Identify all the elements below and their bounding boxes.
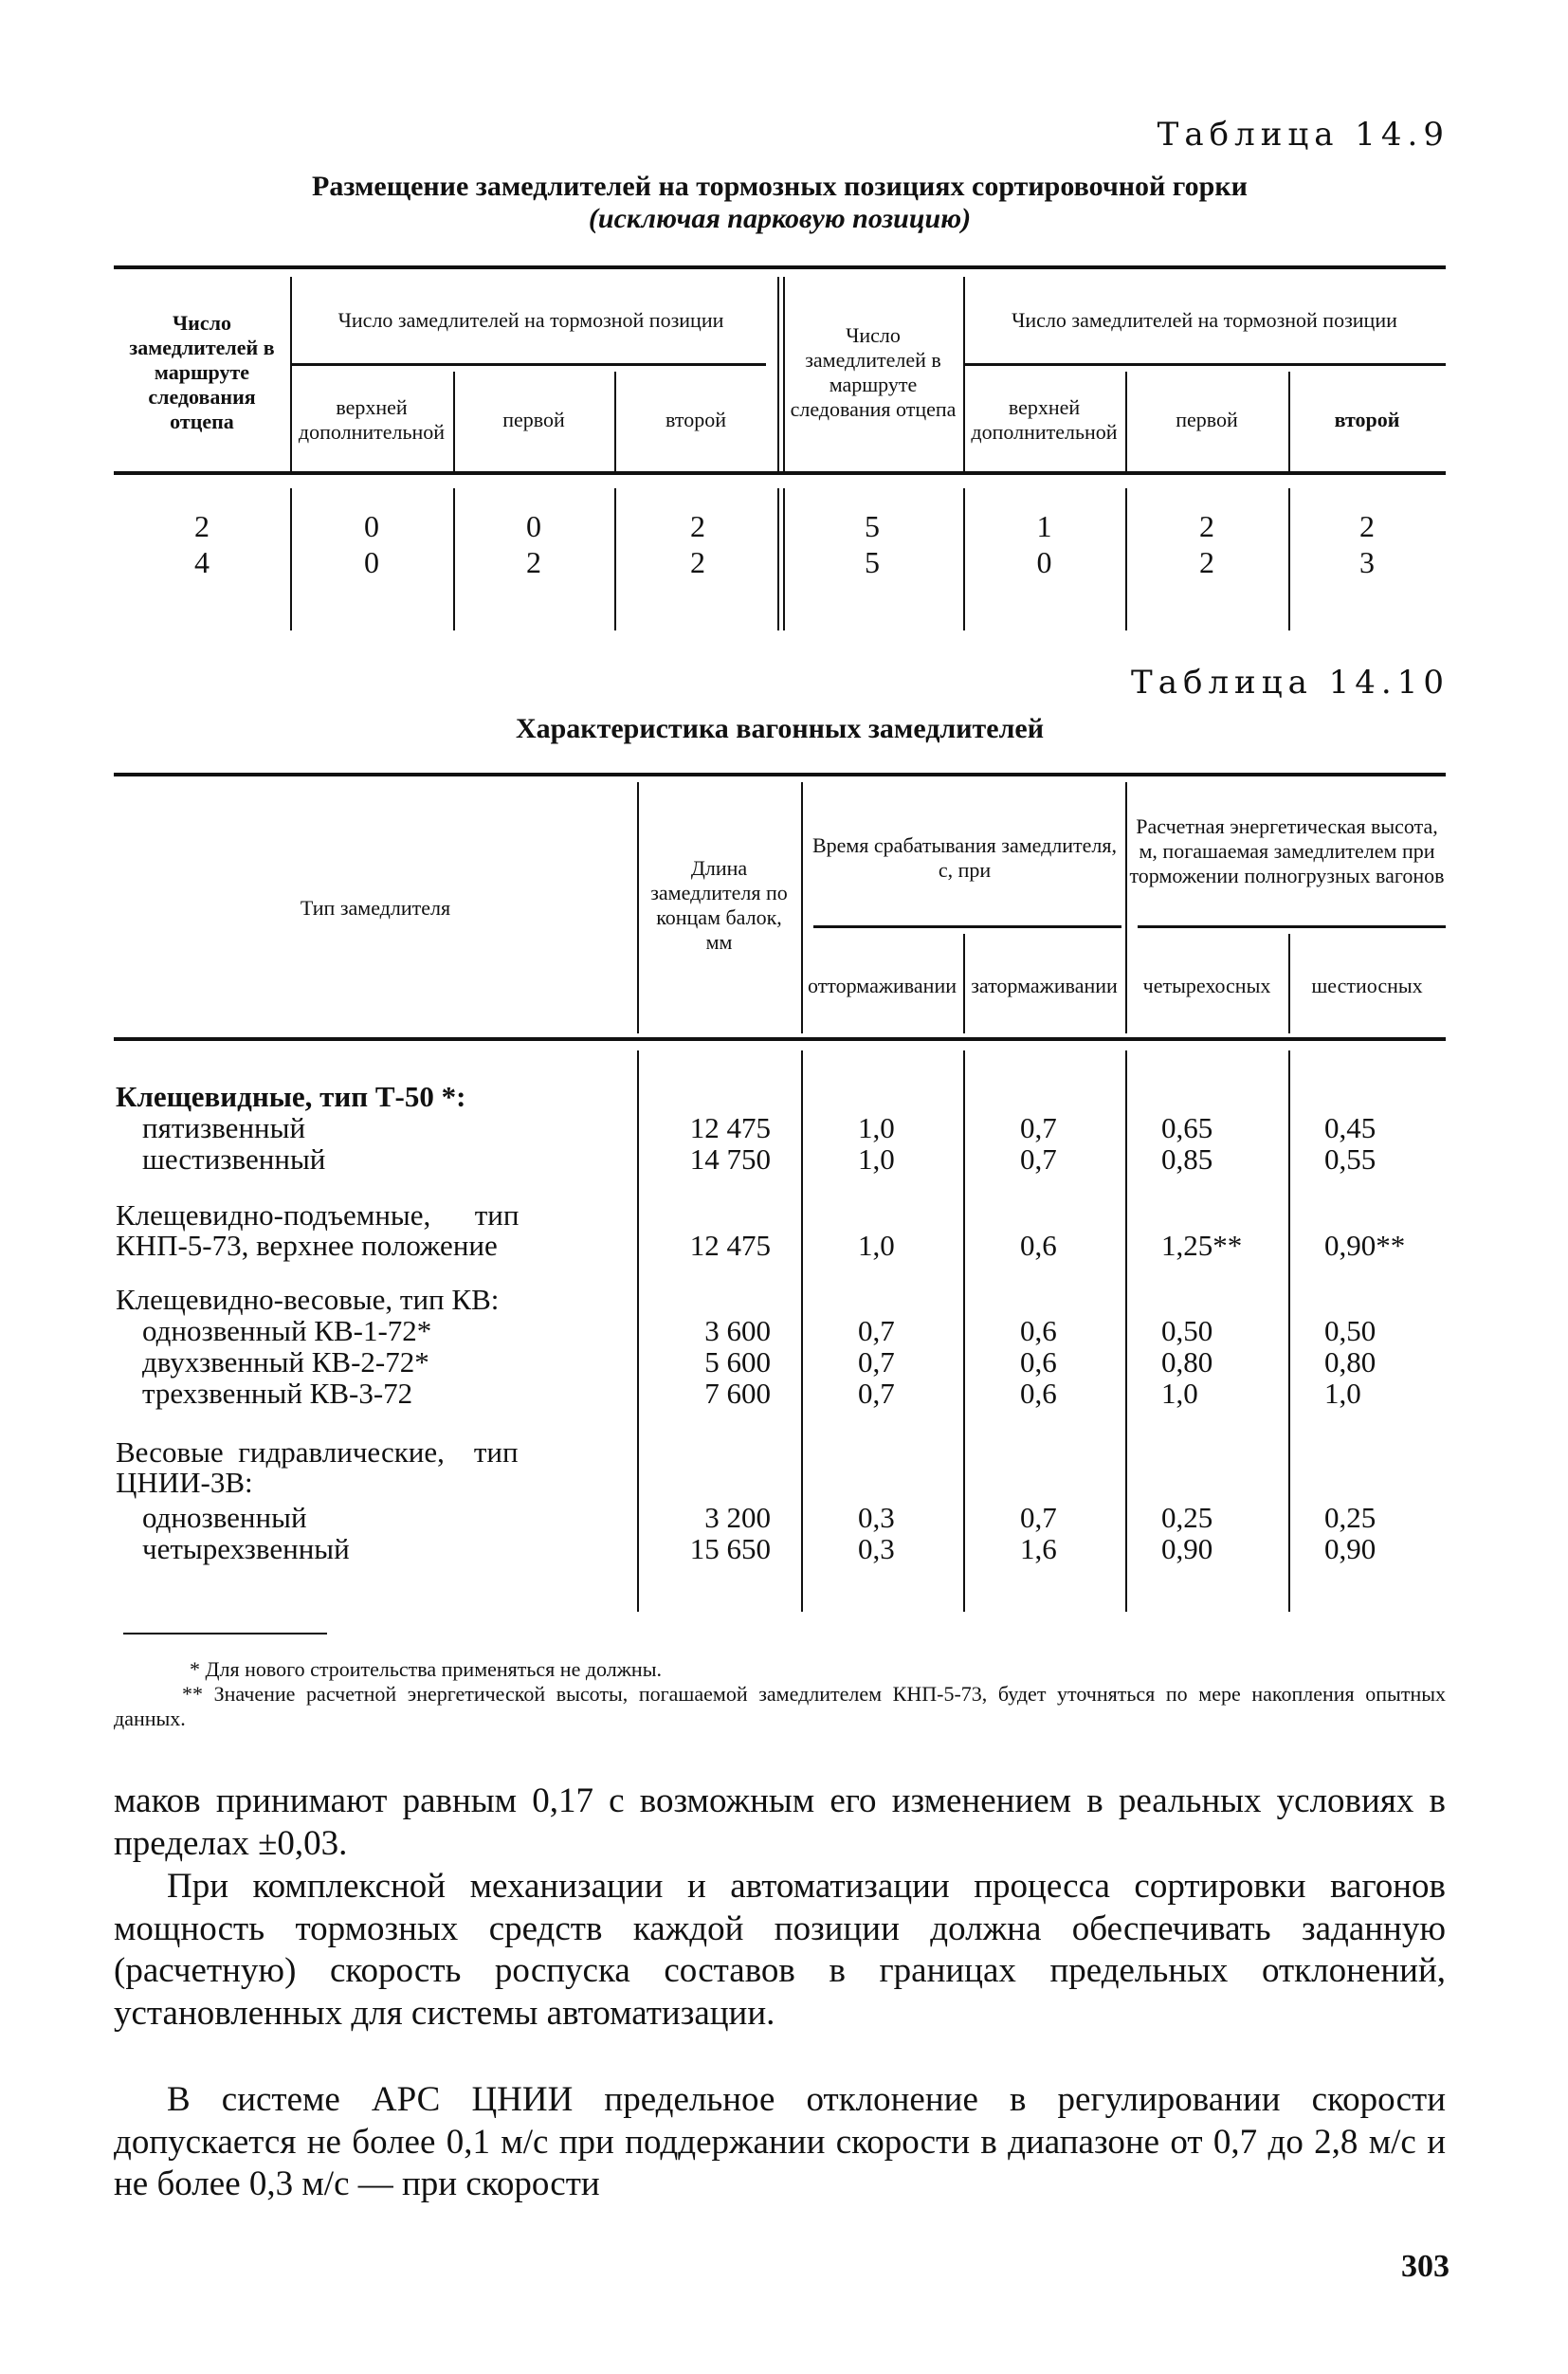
page-number: 303 [1401, 2249, 1449, 2284]
table-cell: 0 [1036, 545, 1052, 579]
table-cell: 0,90** [1324, 1229, 1406, 1262]
table-cell: 1,0 [858, 1229, 895, 1262]
table-cell: 7 600 [704, 1377, 771, 1410]
table-cell: 0,25 [1324, 1501, 1377, 1534]
table-cell: 0,7 [858, 1345, 895, 1379]
table-cell: 1 [1036, 509, 1052, 543]
header-release: оттормаживании [807, 974, 957, 997]
table-cell: 0,7 [1020, 1501, 1057, 1534]
type-name: пятизвенный [142, 1111, 306, 1144]
header-rule [114, 471, 1446, 475]
table-cell: 0,7 [858, 1314, 895, 1347]
table-cell: 3 200 [704, 1501, 771, 1534]
table-cell: 0 [526, 509, 541, 543]
table-row [0, 1199, 1568, 1231]
table-top-rule [114, 773, 1446, 776]
type-name: Клещевидно-весовые, тип КВ: [116, 1283, 500, 1316]
type-name: КНП-5-73, верхнее положение [116, 1229, 498, 1262]
table-cell: 2 [526, 545, 541, 579]
table-cell: 5 [865, 509, 880, 543]
table-cell: 0,45 [1324, 1111, 1377, 1144]
table-cell: 0 [364, 509, 379, 543]
type-name: шестизвенный [142, 1142, 326, 1176]
table-row [0, 1436, 1568, 1468]
table-cell: 2 [194, 509, 210, 543]
table-cell: 0,85 [1161, 1142, 1213, 1176]
header-group: Число замедлителей на тормозной позиции [337, 307, 724, 332]
table-row [0, 1284, 1568, 1315]
type-name: двухзвенный КВ-2-72* [142, 1345, 429, 1379]
table-row [0, 1378, 1568, 1409]
table-cell: 1,0 [858, 1142, 895, 1176]
table-subtitle: (исключая парковую позицию) [588, 203, 972, 234]
paragraph: При комплексной механизации и автоматизации процесса сортировки вагонов мощность тормозных средств каждой позиции должна обеспечивать заданную (расчетную) скорость роспуска составов в границах предельных отклонений, установленных для системы автоматизации. [114, 1867, 1446, 2033]
table-cell: 1,0 [1161, 1377, 1198, 1410]
header-six-axle: шестиосных [1311, 974, 1423, 997]
footnote-divider [123, 1633, 327, 1634]
table-cell: 0,90 [1161, 1532, 1213, 1565]
table-cell: 3 600 [704, 1314, 771, 1347]
type-name: однозвенный КВ-1-72* [142, 1314, 432, 1347]
table-cell: 0,25 [1161, 1501, 1213, 1534]
footnote-2: ** Значение расчетной энергетической высоты, погашаемой замедлителем КНП-5-73, будет уточняться по мере накопления опытных данных. [114, 1682, 1446, 1730]
table-label: Таблица 14.9 [1157, 116, 1449, 154]
table-row [0, 1315, 1568, 1346]
header-first: первой [502, 407, 565, 431]
header-upper: верхней дополнительной [298, 394, 446, 444]
table-row [0, 1502, 1568, 1533]
table-cell: 0,6 [1020, 1314, 1057, 1347]
type-name: трехзвенный КВ-3-72 [142, 1377, 413, 1410]
table-row [0, 1533, 1568, 1564]
table-cell: 5 600 [704, 1345, 771, 1379]
table-cell: 0,6 [1020, 1229, 1057, 1262]
paragraph: В системе АРС ЦНИИ предельное отклонение в регулировании скорости допускается не более 0,1 м/с при поддержании скорости в диапазоне от 0,7 до 2,8 м/с и не более 0,3 м/с — при скорости [114, 2080, 1446, 2203]
table-cell: 2 [690, 509, 705, 543]
table-cell: 1,6 [1020, 1532, 1057, 1565]
table-cell: 12 475 [689, 1111, 771, 1144]
table-cell: 1,0 [858, 1111, 895, 1144]
table-row [0, 1467, 1568, 1498]
table-cell: 12 475 [689, 1229, 771, 1262]
table-cell: 2 [690, 545, 705, 579]
header-group: Число замедлителей на тормозной позиции [1012, 307, 1397, 332]
header-count: Число замедлителей в маршруте следования отцепа [790, 322, 957, 421]
header-rule [114, 1037, 1446, 1041]
table-row [0, 1230, 1568, 1261]
type-name: ЦНИИ-3В: [116, 1466, 253, 1499]
type-name: Клещевидные, тип Т-50 *: [116, 1080, 466, 1113]
subheader-rule [963, 363, 1446, 366]
table-cell: 14 750 [689, 1142, 771, 1176]
table-cell: 0,80 [1161, 1345, 1213, 1379]
table-cell: 0 [364, 545, 379, 579]
table-cell: 0,80 [1324, 1345, 1377, 1379]
subheader-rule [813, 925, 1121, 928]
type-name: Весовые гидравлические, тип [116, 1435, 519, 1469]
table-row [0, 1143, 1568, 1175]
header-count: Число замедлителей в маршруте следования отцепа [129, 310, 275, 433]
table-cell: 0,90 [1324, 1532, 1377, 1565]
table-cell: 0,3 [858, 1532, 895, 1565]
header-upper: верхней дополнительной [971, 394, 1118, 444]
table-title: Размещение замедлителей на тормозных позициях сортировочной горки [312, 171, 1248, 202]
table-row [0, 1081, 1568, 1112]
column-divider [637, 782, 639, 1033]
header-first: первой [1176, 407, 1238, 431]
table-cell: 0,50 [1161, 1314, 1213, 1347]
subheader-rule [1138, 925, 1446, 928]
table-cell: 0,7 [1020, 1111, 1057, 1144]
table-row [0, 1346, 1568, 1378]
table-row [0, 1112, 1568, 1143]
header-four-axle: четырехосных [1142, 974, 1271, 997]
header-length: Длина замедлителя по концам балок, мм [650, 856, 788, 954]
table-top-rule [114, 265, 1446, 269]
paragraph: маков принимают равным 0,17 с возможным его изменением в реальных условиях в пределах ±0,03. [114, 1781, 1446, 1863]
table-cell: 3 [1359, 545, 1375, 579]
header-energy: Расчетная энергетическая высота, м, погашаемая замедлителем при торможении полногрузных вагонов [1129, 813, 1445, 887]
type-name: Клещевидно-подъемные, тип [116, 1198, 520, 1232]
header-second: второй [665, 407, 726, 431]
header-second: второй [1334, 407, 1400, 431]
table-cell: 4 [194, 545, 210, 579]
table-cell: 0,7 [858, 1377, 895, 1410]
table-cell: 1,25** [1161, 1229, 1243, 1262]
table-cell: 15 650 [689, 1532, 771, 1565]
column-divider [777, 277, 779, 471]
table-cell: 0,50 [1324, 1314, 1377, 1347]
footnote-1: * Для нового строительства применяться не должны. [190, 1657, 662, 1681]
table-cell: 2 [1199, 509, 1214, 543]
header-brake: затормаживании [971, 974, 1118, 997]
table-cell: 0,55 [1324, 1142, 1377, 1176]
table-cell: 0,6 [1020, 1377, 1057, 1410]
table-label: Таблица 14.10 [1131, 664, 1449, 702]
type-name: однозвенный [142, 1501, 307, 1534]
table-cell: 0,7 [1020, 1142, 1057, 1176]
header-time: Время срабатывания замедлителя, с, при [811, 833, 1118, 882]
table-title: Характеристика вагонных замедлителей [515, 713, 1045, 744]
subheader-rule [290, 363, 766, 366]
table-cell: 2 [1199, 545, 1214, 579]
table-cell: 5 [865, 545, 880, 579]
header-type: Тип замедлителя [300, 895, 451, 920]
table-cell: 0,65 [1161, 1111, 1213, 1144]
table-cell: 2 [1359, 509, 1375, 543]
table-cell: 1,0 [1324, 1377, 1361, 1410]
type-name: четырехзвенный [142, 1532, 350, 1565]
table-cell: 0,6 [1020, 1345, 1057, 1379]
table-cell: 0,3 [858, 1501, 895, 1534]
